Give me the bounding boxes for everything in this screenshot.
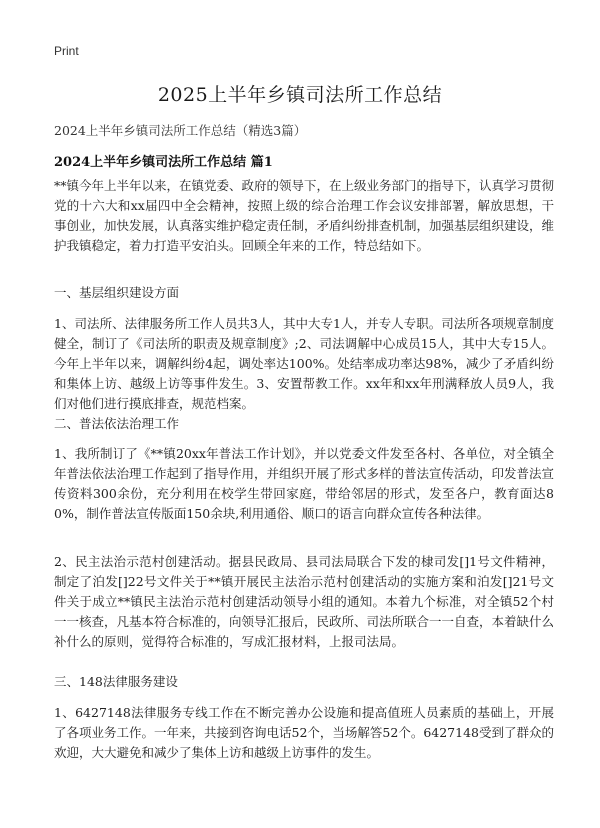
section-title: 2024上半年乡镇司法所工作总结 篇1 xyxy=(54,155,273,170)
paragraph-148-service: 1、6427148法律服务专线工作在不断完善办公设施和提高值班人员素质的基础上，开展了各项业务工作。一年来，共接到咨询电话52个，当场解答52个。6427148受到了群众的欢迎，大大避免和减少了集体上访和越级上访事件的发生。 xyxy=(54,705,554,760)
document-subtitle: 2024上半年乡镇司法所工作总结（精选3篇） xyxy=(54,123,307,138)
heading-148-service: 三、148法律服务建设 xyxy=(54,674,178,689)
paragraph-legal-education-1: 1、我所制订了《**镇20xx年普法工作计划》，并以党委文件发至各村、各单位，对全镇全年普法依法治理工作起到了指导作用，并组织开展了形式多样的普法宣传活动，印发普法宣传资料300余份，充分利用在校学生带回家庭，带给邻居的形式，发至各户，教育面达80%，制作普法宣传版面150余块,利用通俗、顺口的语言向群众宣传各种法律。 xyxy=(54,446,555,521)
page-title: 2025上半年乡镇司法所工作总结 xyxy=(157,84,443,106)
paragraph-organization: 1、司法所、法律服务所工作人员共3人，其中大专1人，并专人专职。司法所各项规章制度健全，制订了《司法所的职责及规章制度》;2、司法调解中心成员15人，其中大专15人。今年上半年以来，调解纠纷4起，调处率达100%。处结率成功率达98%，减少了矛盾纠纷和集体上访、越级上访等事件发生。3、安置帮教工作。xx年和xx年刑满释放人员9人，我们对他们进行摸底排查，规范档案。 xyxy=(54,316,554,411)
print-link[interactable]: Print xyxy=(54,44,79,58)
heading-organization: 一、基层组织建设方面 xyxy=(54,285,180,300)
intro-paragraph: **镇今年上半年以来，在镇党委、政府的领导下，在上级业务部门的指导下，认真学习贯彻党的十六大和xx届四中全会精神，按照上级的综合治理工作会议安排部署，解放思想，干事创业，加快发展，认真落实维护稳定责任制，矛盾纠纷排查机制，加强基层组织建设，维护我镇稳定，着力打造平安泊头。回顾全年来的工作，特总结如下。 xyxy=(54,178,555,253)
paragraph-legal-education-2: 2、民主法治示范村创建活动。据县民政局、县司法局联合下发的棣司发[]1号文件精神，制定了泊发[]22号文件关于**镇开展民主法治示范村创建活动的实施方案和泊发[]21号文件关于成立**镇民主法治示范村创建活动领导小组的通知。本着九个标准，对全镇52个村一一核查，凡基本符合标准的，向领导汇报后，民政所、司法所联合一一自查，本着缺什么补什么的原则，觉得符合标准的，写成汇报材料，上报司法局。 xyxy=(54,554,555,649)
heading-legal-education: 二、普法依法治理工作 xyxy=(54,416,180,431)
